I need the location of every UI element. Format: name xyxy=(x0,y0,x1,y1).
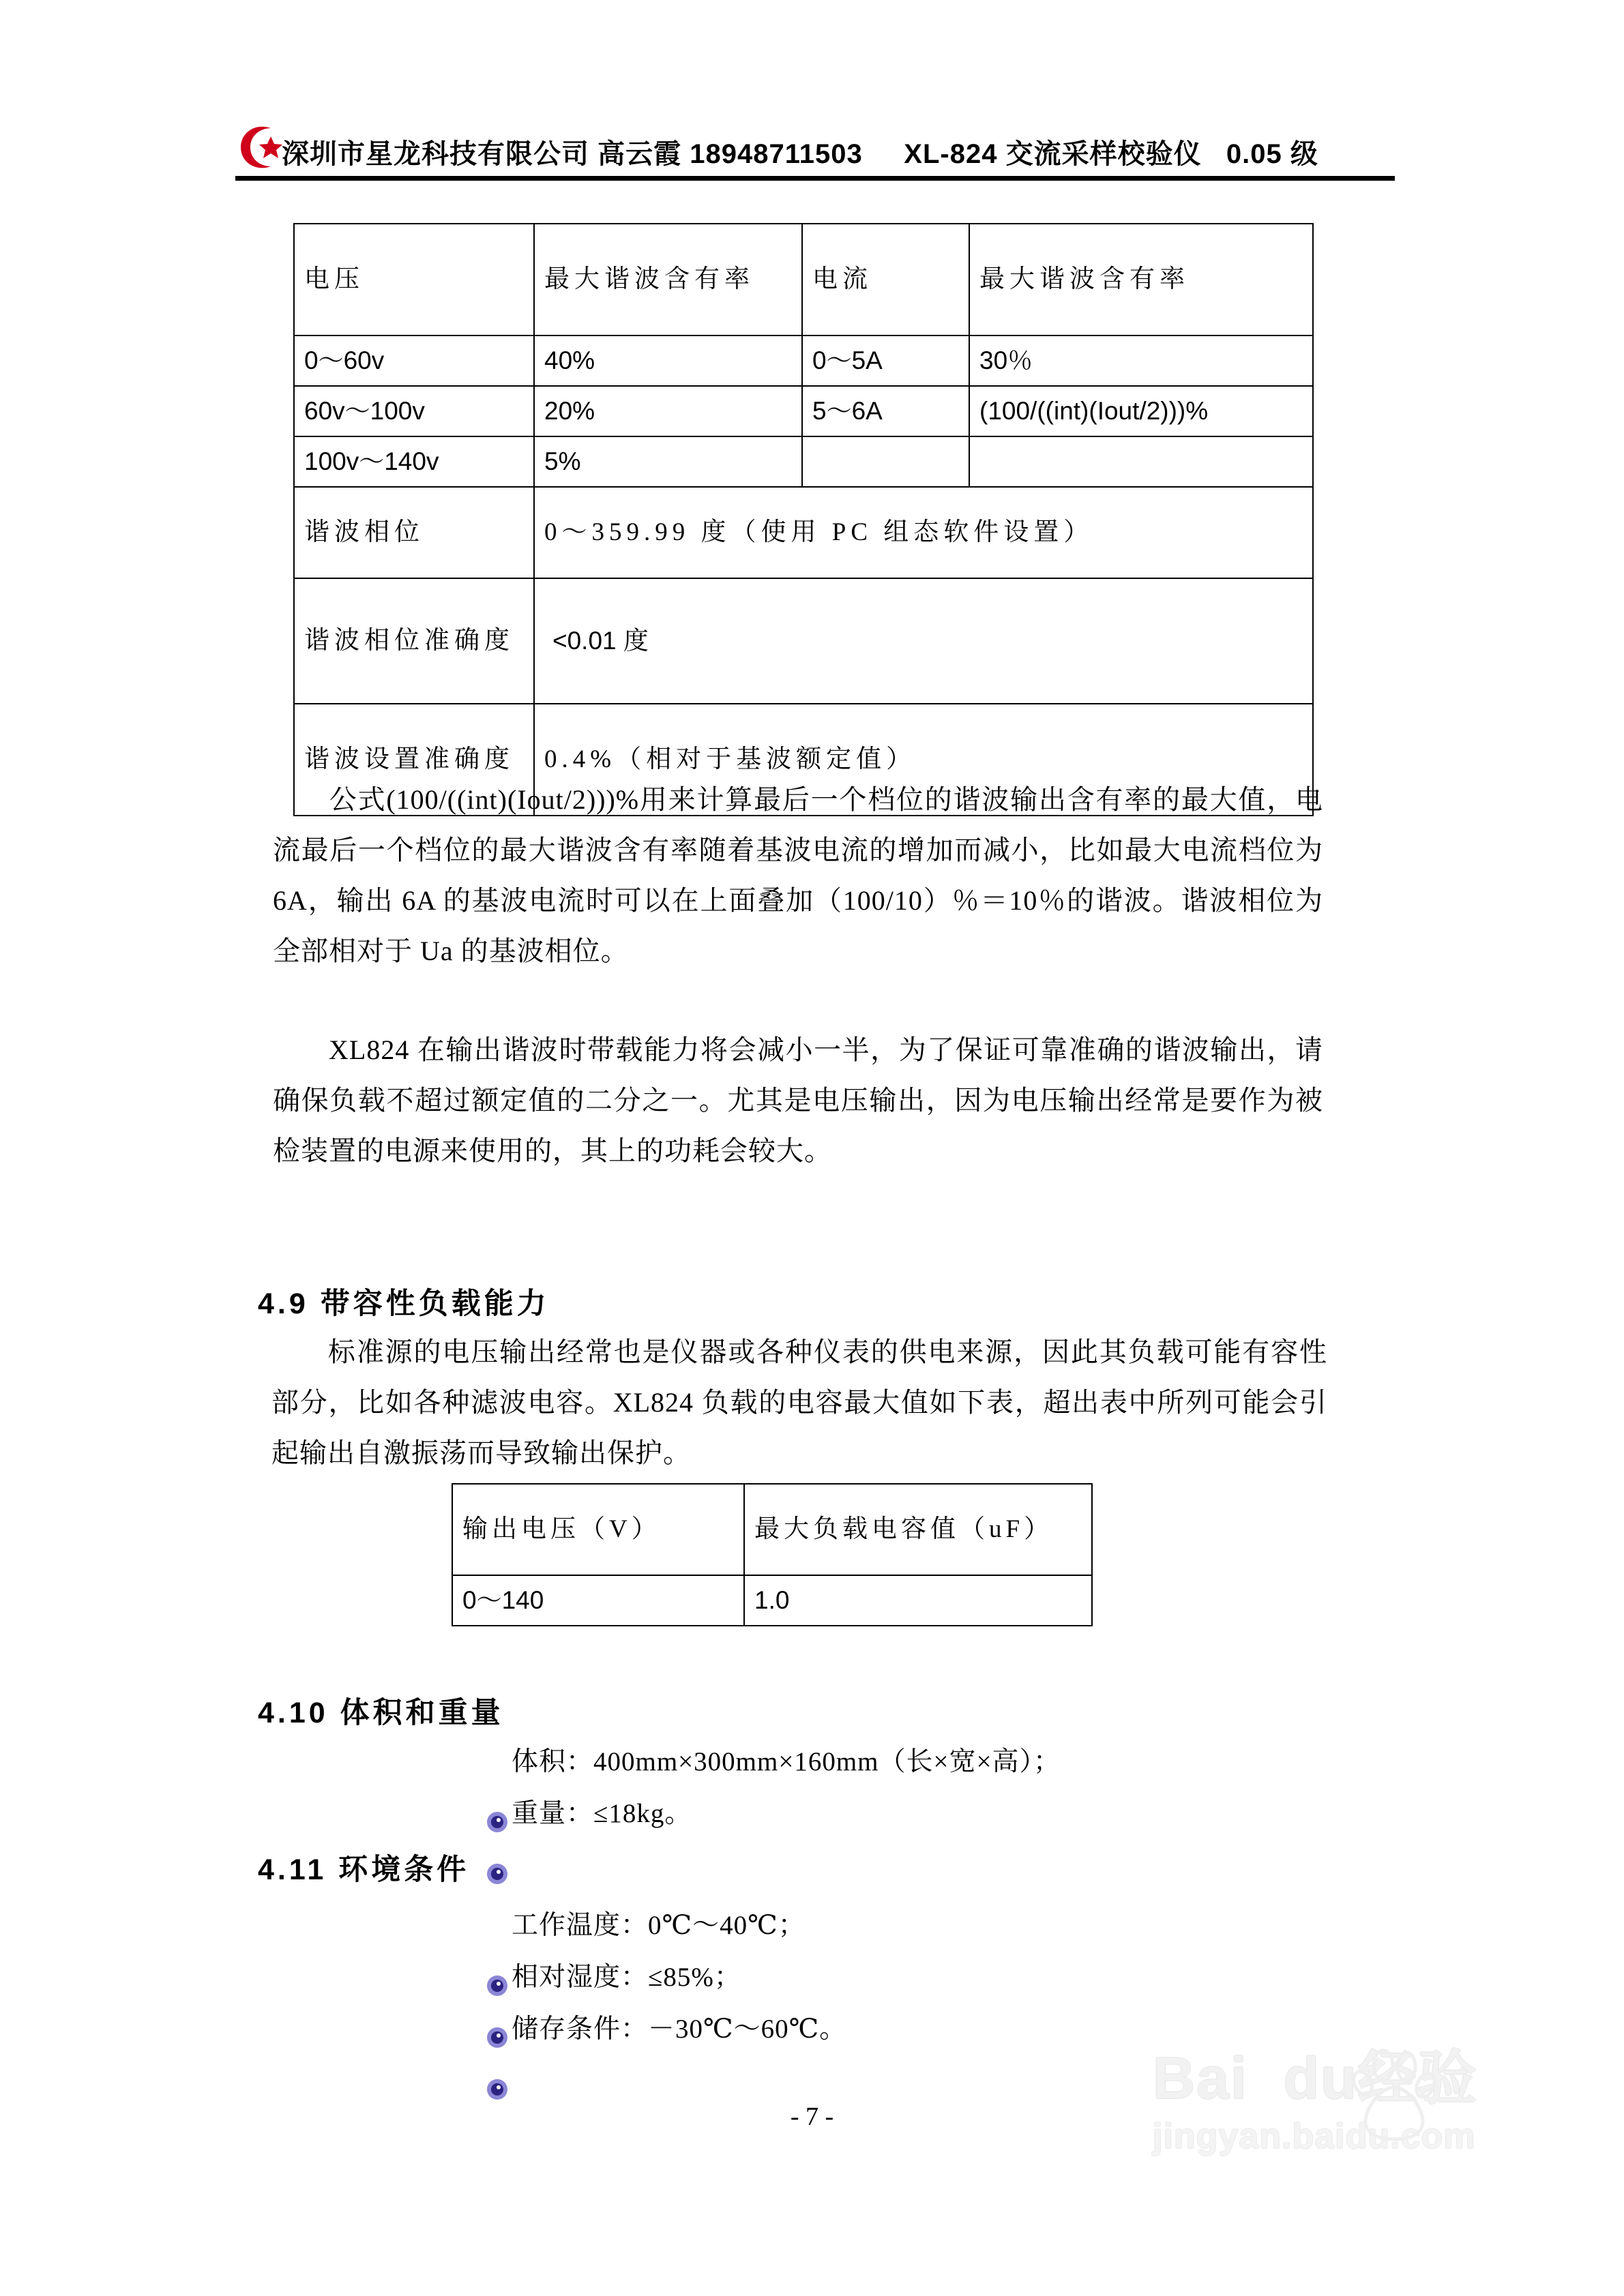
cell-voltage-thd: 20% xyxy=(534,386,802,436)
cell-current-thd: 30％ xyxy=(969,336,1313,386)
table-row xyxy=(294,336,1313,386)
watermark-brand xyxy=(1153,2046,1576,2111)
list-item-text: 储存条件：－30℃～60℃。 xyxy=(512,2014,847,2044)
cell-voltage-range: 100v～140v xyxy=(294,436,534,487)
watermark-url: jingyan.baidu.com xyxy=(1153,2117,1476,2156)
table-header-row xyxy=(294,224,1313,336)
column-header-max-harmonic-i: 最大谐波含有率 xyxy=(969,224,1313,336)
list-item xyxy=(486,1785,1061,1837)
cell-voltage-thd: 40% xyxy=(534,336,802,386)
row-label-harmonic-phase: 谐波相位 xyxy=(294,487,534,578)
list-4-10 xyxy=(486,1733,1061,1837)
heading-4-10: 4.10 体积和重量 xyxy=(258,1697,504,1729)
paragraph-text: XL824 在输出谐波时带载能力将会减小一半，为了保证可靠准确的谐波输出，请确保负载不超过额定值的二分之一。尤其是电压输出，因为电压输出经常是要作为被检装置的电源来使用的，其上的功耗会较大。 xyxy=(273,1034,1323,1166)
heading-4-11: 4.11 环境条件 xyxy=(258,1853,470,1886)
table-row xyxy=(452,1575,1092,1626)
table-row-phase-accuracy xyxy=(294,578,1313,704)
paragraph-load-capacity xyxy=(273,1025,1323,1176)
cell-current-range: 0～5A xyxy=(802,336,969,386)
cell-output-voltage-range: 0～140 xyxy=(452,1575,744,1626)
list-item-text: 工作温度：0℃～40℃； xyxy=(512,1911,806,1940)
bullet-circle-icon xyxy=(486,1801,509,1824)
baidu-jingyan-watermark xyxy=(1153,2046,1576,2220)
table-row xyxy=(294,386,1313,436)
cell-current-range xyxy=(802,436,969,487)
column-header-max-harmonic-v: 最大谐波含有率 xyxy=(534,224,802,336)
cell-voltage-range: 0～60v xyxy=(294,336,534,386)
paw-print-icon xyxy=(1341,2042,1443,2148)
cell-current-thd xyxy=(969,436,1313,487)
bullet-circle-icon xyxy=(486,2016,509,2040)
cell-current-range: 5～6A xyxy=(802,386,969,436)
row-label-phase-accuracy: 谐波相位准确度 xyxy=(294,578,534,704)
row-value-phase-accuracy: <0.01 度 xyxy=(534,578,1313,704)
heading-4-9: 4.9 带容性负载能力 xyxy=(258,1287,550,1320)
page-header xyxy=(235,101,1395,177)
capacitance-table xyxy=(452,1483,1093,1626)
column-header-voltage: 电压 xyxy=(294,224,534,336)
bullet-circle-icon xyxy=(486,1749,509,1772)
row-label-setting-accuracy: 谐波设置准确度 xyxy=(294,704,534,816)
table-row-harmonic-phase xyxy=(294,487,1313,578)
watermark-brand-latin: Bai du xyxy=(1153,2046,1358,2111)
paragraph-4-9 xyxy=(271,1327,1327,1478)
paragraph-text: 标准源的电压输出经常也是仪器或各种仪表的供电来源，因此其负载可能有容性部分，比如各种滤波电容。XL824 负载的电容最大值如下表，超出表中所列可能会引起输出自激振荡而导致输出保护。 xyxy=(271,1337,1327,1468)
list-item xyxy=(486,1733,1061,1785)
cell-voltage-thd: 5% xyxy=(534,436,802,487)
header-divider xyxy=(235,176,1395,181)
cell-voltage-range: 60v～100v xyxy=(294,386,534,436)
paragraph-text: 公式(100/((int)(Iout/2)))%用来计算最后一个档位的谐波输出含有率的最大值，电流最后一个档位的最大谐波含有率随着基波电流的增加而减小，比如最大电流档位为 6A，输出 6A 的基波电流时可以在上面叠加（100/10）％＝10％的谐波。谐波相位为全部相对于 Ua 的基波相位。 xyxy=(273,784,1323,966)
list-item-text: 相对湿度：≤85%； xyxy=(512,1963,741,1992)
row-value-harmonic-phase: 0～359.99 度（使用 PC 组态软件设置） xyxy=(534,487,1313,578)
cell-max-capacitance-value: 1.0 xyxy=(744,1575,1092,1626)
watermark-brand-cjk: 经验 xyxy=(1357,2046,1478,2111)
row-value-setting-accuracy: 0.4%（相对于基波额定值） xyxy=(534,704,1313,816)
page-number: - 7 - xyxy=(790,2102,834,2131)
list-4-11 xyxy=(486,1897,846,2053)
list-item xyxy=(486,1897,846,1949)
bullet-circle-icon xyxy=(486,1913,509,1936)
header-title: 深圳市星龙科技有限公司 高云霞 18948711503 XL-824 交流采样校验仪 0.05 级 xyxy=(282,139,1318,169)
table-row xyxy=(294,436,1313,487)
list-item-text: 重量：≤18kg。 xyxy=(512,1799,692,1828)
cell-current-thd: (100/((int)(Iout/2)))% xyxy=(969,386,1313,436)
bullet-circle-icon xyxy=(486,1965,509,1988)
paragraph-harmonic-formula xyxy=(273,775,1323,976)
column-header-output-voltage: 输出电压（V） xyxy=(452,1484,744,1575)
column-header-current: 电流 xyxy=(802,224,969,336)
table-header-row xyxy=(452,1484,1092,1575)
harmonics-table xyxy=(293,223,1314,816)
list-item-text: 体积：400mm×300mm×160mm（长×宽×高）； xyxy=(512,1747,1061,1776)
column-header-max-capacitance: 最大负载电容值（uF） xyxy=(744,1484,1092,1575)
crescent-star-logo-icon xyxy=(235,120,284,173)
